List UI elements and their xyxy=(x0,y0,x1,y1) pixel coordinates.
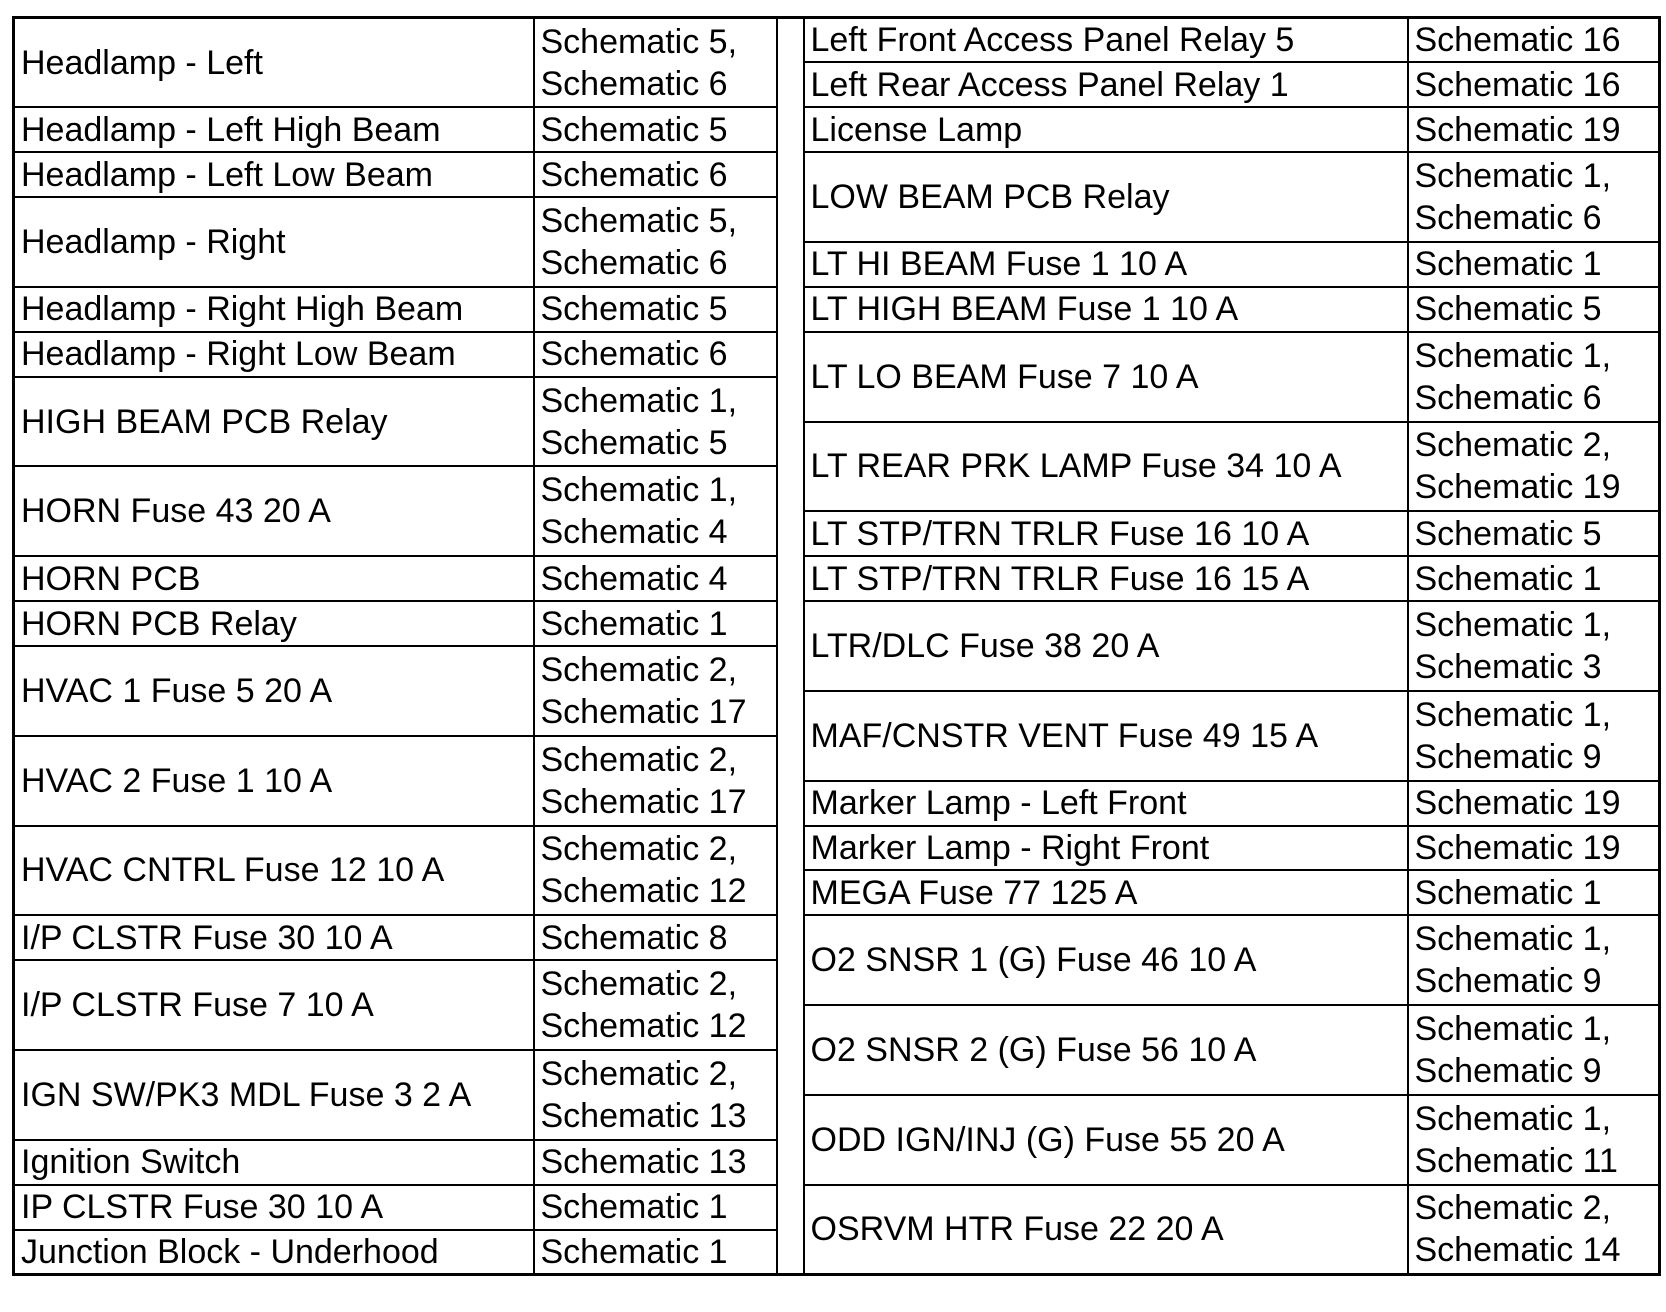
schematic-ref: Schematic 1 xyxy=(1414,873,1602,912)
schematic-ref: Schematic 8 xyxy=(540,918,728,957)
schematic-ref: Schematic 1, xyxy=(540,381,738,420)
left-schematic-refs xyxy=(534,287,777,332)
right-component-name: Marker Lamp - Left Front xyxy=(804,781,1408,826)
right-schematic-refs xyxy=(1408,242,1660,287)
schematic-ref: Schematic 1, xyxy=(1414,695,1612,734)
left-component-name: IGN SW/PK3 MDL Fuse 3 2 A xyxy=(14,1050,534,1140)
right-component-name: O2 SNSR 2 (G) Fuse 56 10 A xyxy=(804,1005,1408,1095)
right-schematic-refs xyxy=(1408,511,1660,556)
schematic-ref: Schematic 19 xyxy=(1414,828,1621,867)
right-component-name: LTR/DLC Fuse 38 20 A xyxy=(804,601,1408,691)
schematic-ref: Schematic 19 xyxy=(1414,468,1621,507)
table-row xyxy=(14,18,1660,63)
right-schematic-refs xyxy=(1408,870,1660,915)
left-schematic-refs xyxy=(534,601,777,646)
schematic-ref: Schematic 2, xyxy=(540,1054,738,1093)
left-component-name: Ignition Switch xyxy=(14,1140,534,1185)
table-row xyxy=(14,107,1660,152)
left-schematic-refs xyxy=(534,646,777,736)
schematic-ref: Schematic 1, xyxy=(1414,920,1612,959)
right-component-name: LT STP/TRN TRLR Fuse 16 15 A xyxy=(804,556,1408,601)
schematic-index-table xyxy=(12,16,1661,1276)
left-schematic-refs xyxy=(534,332,777,377)
left-schematic-refs xyxy=(534,915,777,960)
schematic-ref: Schematic 6 xyxy=(1414,199,1602,238)
left-component-name: HIGH BEAM PCB Relay xyxy=(14,377,534,467)
schematic-ref: Schematic 6 xyxy=(540,335,728,374)
left-component-name: HVAC CNTRL Fuse 12 10 A xyxy=(14,826,534,916)
left-component-name: Headlamp - Left Low Beam xyxy=(14,152,534,197)
right-component-name: LT REAR PRK LAMP Fuse 34 10 A xyxy=(804,422,1408,512)
schematic-ref: Schematic 12 xyxy=(540,1007,747,1046)
schematic-ref: Schematic 1 xyxy=(540,1232,728,1271)
right-schematic-refs xyxy=(1408,781,1660,826)
schematic-ref: Schematic 11 xyxy=(1414,1141,1618,1180)
right-component-name: Left Front Access Panel Relay 5 xyxy=(804,18,1408,63)
left-component-name: Headlamp - Right xyxy=(14,197,534,287)
table-row xyxy=(14,556,1660,601)
schematic-ref: Schematic 19 xyxy=(1414,784,1621,823)
table-row xyxy=(14,152,1660,197)
left-component-name: I/P CLSTR Fuse 7 10 A xyxy=(14,960,534,1050)
schematic-ref: Schematic 6 xyxy=(540,155,728,194)
left-component-name: HORN PCB Relay xyxy=(14,601,534,646)
left-component-name: Headlamp - Left High Beam xyxy=(14,107,534,152)
right-component-name: LT STP/TRN TRLR Fuse 16 10 A xyxy=(804,511,1408,556)
column-divider xyxy=(777,18,804,1275)
right-component-name: ODD IGN/INJ (G) Fuse 55 20 A xyxy=(804,1095,1408,1185)
schematic-ref: Schematic 4 xyxy=(540,559,728,598)
right-component-name: LOW BEAM PCB Relay xyxy=(804,152,1408,242)
index-table-body xyxy=(14,18,1660,1275)
left-schematic-refs xyxy=(534,960,777,1050)
right-component-name: O2 SNSR 1 (G) Fuse 46 10 A xyxy=(804,915,1408,1005)
left-component-name: I/P CLSTR Fuse 30 10 A xyxy=(14,915,534,960)
left-component-name: Junction Block - Underhood xyxy=(14,1230,534,1275)
schematic-ref: Schematic 16 xyxy=(1414,21,1621,60)
schematic-ref: Schematic 9 xyxy=(1414,737,1602,776)
right-schematic-refs xyxy=(1408,422,1660,512)
schematic-ref: Schematic 1, xyxy=(1414,157,1612,196)
right-component-name: LT HIGH BEAM Fuse 1 10 A xyxy=(804,287,1408,332)
schematic-ref: Schematic 5, xyxy=(540,201,738,240)
schematic-ref: Schematic 5 xyxy=(540,423,728,462)
schematic-ref: Schematic 13 xyxy=(540,1143,747,1182)
left-schematic-refs xyxy=(534,1185,777,1230)
schematic-ref: Schematic 9 xyxy=(1414,1051,1602,1090)
left-schematic-refs xyxy=(534,466,777,556)
right-component-name: MEGA Fuse 77 125 A xyxy=(804,870,1408,915)
right-component-name: MAF/CNSTR VENT Fuse 49 15 A xyxy=(804,691,1408,781)
schematic-ref: Schematic 6 xyxy=(1414,378,1602,417)
schematic-ref: Schematic 1, xyxy=(1414,605,1612,644)
schematic-ref: Schematic 6 xyxy=(540,243,728,282)
schematic-ref: Schematic 5 xyxy=(1414,514,1602,553)
right-schematic-refs xyxy=(1408,287,1660,332)
left-schematic-refs xyxy=(534,152,777,197)
left-component-name: HVAC 2 Fuse 1 10 A xyxy=(14,736,534,826)
schematic-ref: Schematic 1 xyxy=(1414,245,1602,284)
schematic-ref: Schematic 17 xyxy=(540,782,747,821)
schematic-ref: Schematic 13 xyxy=(540,1096,747,1135)
schematic-ref: Schematic 2, xyxy=(540,650,738,689)
schematic-ref: Schematic 1 xyxy=(1414,559,1602,598)
schematic-ref: Schematic 1, xyxy=(1414,1099,1612,1138)
left-schematic-refs xyxy=(534,1230,777,1275)
right-schematic-refs xyxy=(1408,18,1660,63)
schematic-ref: Schematic 16 xyxy=(1414,65,1621,104)
schematic-ref: Schematic 2, xyxy=(1414,1189,1612,1228)
right-schematic-refs xyxy=(1408,601,1660,691)
right-component-name: Marker Lamp - Right Front xyxy=(804,826,1408,871)
left-schematic-refs xyxy=(534,18,777,108)
schematic-ref: Schematic 1, xyxy=(1414,336,1612,375)
schematic-ref: Schematic 9 xyxy=(1414,962,1602,1001)
left-component-name: HVAC 1 Fuse 5 20 A xyxy=(14,646,534,736)
table-row xyxy=(14,332,1660,377)
left-component-name: Headlamp - Right High Beam xyxy=(14,287,534,332)
right-schematic-refs xyxy=(1408,1185,1660,1275)
schematic-ref: Schematic 1 xyxy=(540,604,728,643)
left-component-name: IP CLSTR Fuse 30 10 A xyxy=(14,1185,534,1230)
table-row xyxy=(14,826,1660,871)
schematic-ref: Schematic 19 xyxy=(1414,110,1621,149)
right-schematic-refs xyxy=(1408,62,1660,107)
right-component-name: LT HI BEAM Fuse 1 10 A xyxy=(804,242,1408,287)
table-row xyxy=(14,287,1660,332)
right-schematic-refs xyxy=(1408,691,1660,781)
left-component-name: Headlamp - Right Low Beam xyxy=(14,332,534,377)
schematic-ref: Schematic 2, xyxy=(1414,426,1612,465)
right-schematic-refs xyxy=(1408,152,1660,242)
right-schematic-refs xyxy=(1408,915,1660,1005)
right-component-name: License Lamp xyxy=(804,107,1408,152)
left-schematic-refs xyxy=(534,197,777,287)
schematic-ref: Schematic 5 xyxy=(1414,290,1602,329)
schematic-ref: Schematic 5 xyxy=(540,110,728,149)
schematic-ref: Schematic 17 xyxy=(540,692,747,731)
schematic-ref: Schematic 1, xyxy=(540,471,738,510)
right-schematic-refs xyxy=(1408,107,1660,152)
schematic-ref: Schematic 3 xyxy=(1414,647,1602,686)
right-component-name: OSRVM HTR Fuse 22 20 A xyxy=(804,1185,1408,1275)
left-schematic-refs xyxy=(534,736,777,826)
schematic-ref: Schematic 1, xyxy=(1414,1009,1612,1048)
right-component-name: Left Rear Access Panel Relay 1 xyxy=(804,62,1408,107)
left-schematic-refs xyxy=(534,377,777,467)
left-component-name: HORN Fuse 43 20 A xyxy=(14,466,534,556)
right-schematic-refs xyxy=(1408,826,1660,871)
left-schematic-refs xyxy=(534,1050,777,1140)
schematic-ref: Schematic 12 xyxy=(540,872,747,911)
left-schematic-refs xyxy=(534,826,777,916)
left-component-name: Headlamp - Left xyxy=(14,18,534,108)
left-schematic-refs xyxy=(534,107,777,152)
table-row xyxy=(14,915,1660,960)
left-schematic-refs xyxy=(534,556,777,601)
schematic-ref: Schematic 2, xyxy=(540,965,738,1004)
schematic-ref: Schematic 5 xyxy=(540,290,728,329)
right-schematic-refs xyxy=(1408,1095,1660,1185)
left-schematic-refs xyxy=(534,1140,777,1185)
schematic-ref: Schematic 2, xyxy=(540,830,738,869)
schematic-ref: Schematic 6 xyxy=(540,64,728,103)
schematic-ref: Schematic 5, xyxy=(540,22,738,61)
right-schematic-refs xyxy=(1408,556,1660,601)
right-component-name: LT LO BEAM Fuse 7 10 A xyxy=(804,332,1408,422)
right-schematic-refs xyxy=(1408,332,1660,422)
right-schematic-refs xyxy=(1408,1005,1660,1095)
table-row xyxy=(14,601,1660,646)
schematic-ref: Schematic 14 xyxy=(1414,1231,1621,1270)
schematic-ref: Schematic 1 xyxy=(540,1188,728,1227)
left-component-name: HORN PCB xyxy=(14,556,534,601)
schematic-ref: Schematic 2, xyxy=(540,740,738,779)
schematic-ref: Schematic 4 xyxy=(540,513,728,552)
table-row xyxy=(14,1185,1660,1230)
